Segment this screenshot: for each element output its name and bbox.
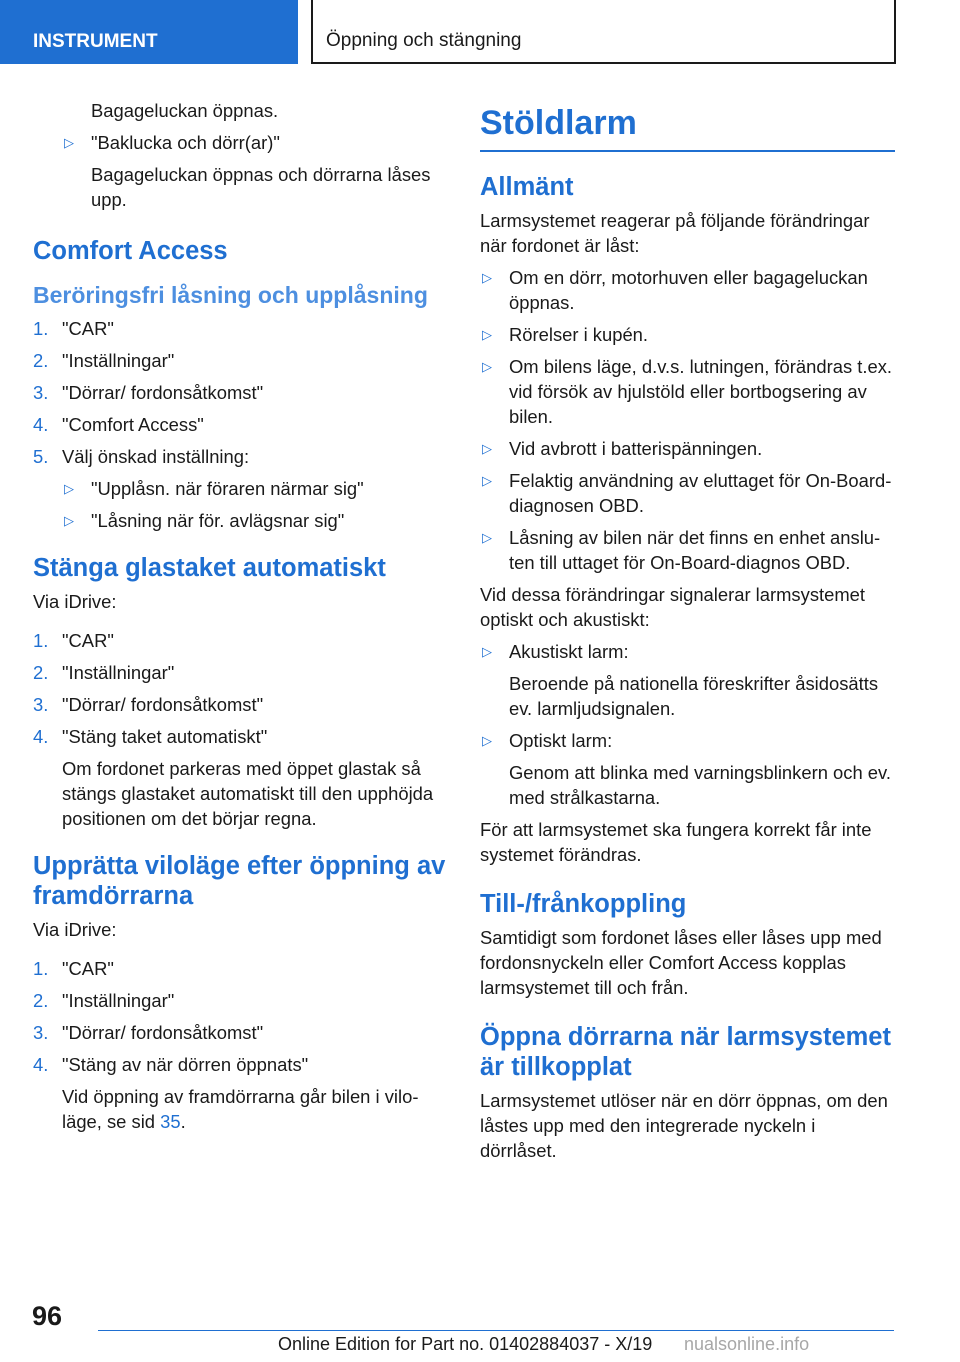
signal-outro: För att larmsystemet ska fungera korrekt får inte systemet förändras. [480, 819, 872, 865]
step-text: "Inställningar" [62, 350, 175, 371]
option-text: "Låsning när för. avlägsnar sig" [91, 510, 345, 531]
trigger-text: Vid avbrott i batterispänningen. [509, 438, 763, 459]
step-desc: Om fordonet parkeras med öppet glastak så stängs glastaket automatiskt till den upphöjda positionen om det börjar regna. [62, 758, 434, 829]
option-item [62, 508, 448, 533]
step-number: 2. [33, 350, 49, 371]
step-item [33, 380, 448, 405]
signal-intro: Vid dessa förändringar signalerar larmsystemet optiskt och akustiskt: [480, 584, 866, 630]
footer-divider [98, 1330, 894, 1331]
step-desc [62, 1084, 448, 1134]
trigger-text: Låsning av bilen när det finns en enhet ansluten till uttaget för On-Board-diagnos OBD. [509, 527, 881, 573]
step-text: "Comfort Access" [62, 414, 204, 435]
heading-toggle: Till-/frånkoppling [480, 890, 687, 918]
footer-edition: Online Edition for Part no. 01402884037 - X/19 [278, 1334, 653, 1354]
step-text: "Inställningar" [62, 990, 175, 1011]
signal-desc: Genom att blinka med varningsblinkern och ev. med strålkastarna. [509, 762, 891, 808]
step-text: "CAR" [62, 958, 114, 979]
trigger-item [480, 265, 895, 315]
trigger-item [480, 322, 895, 347]
intro-continuation: Bagageluckan öppnas. [91, 100, 279, 121]
trigger-item [480, 436, 895, 461]
step-item [33, 444, 448, 469]
step-item [33, 988, 448, 1013]
step-item [33, 1020, 448, 1045]
triangle-bullet-icon: ▷ [64, 513, 74, 528]
right-column [480, 100, 895, 1170]
step-text: "CAR" [62, 318, 114, 339]
triangle-bullet-icon: ▷ [482, 441, 492, 456]
list-item-desc: Bagageluckan öppnas och dörrarna låses upp. [91, 164, 431, 210]
step-text: "Dörrar/ fordonsåtkomst" [62, 694, 264, 715]
step-number: 2. [33, 990, 49, 1011]
step-text: Välj önskad inställning: [62, 446, 250, 467]
step-number: 1. [33, 958, 49, 979]
signal-item [480, 639, 895, 721]
triangle-bullet-icon: ▷ [482, 270, 492, 285]
step-item [33, 956, 448, 981]
heading-touchless: Beröringsfri låsning och upplåsning [33, 282, 428, 308]
signal-label: Akustiskt larm: [509, 641, 629, 662]
step-text: "CAR" [62, 630, 114, 651]
roof-via: Via iDrive: [33, 591, 117, 612]
idle-via: Via iDrive: [33, 919, 117, 940]
step-item [33, 412, 448, 437]
step-number: 3. [33, 694, 49, 715]
toggle-desc: Samtidigt som fordonet låses eller låses upp med fordonsnyckeln eller Comfort Access kopplas larmsystemet till och från. [480, 927, 882, 998]
step-text: "Stäng av när dörren öppnats" [62, 1054, 309, 1075]
step-number: 1. [33, 318, 49, 339]
step-item [33, 316, 448, 341]
trigger-item [480, 354, 895, 429]
triangle-bullet-icon: ▷ [64, 135, 74, 150]
step-number: 3. [33, 382, 49, 403]
triangle-bullet-icon: ▷ [482, 473, 492, 488]
heading-general: Allmänt [480, 173, 574, 201]
step-text: "Inställningar" [62, 662, 175, 683]
step-item [33, 724, 448, 831]
step-item [33, 348, 448, 373]
footer-watermark: nualsonline.info [684, 1334, 810, 1354]
left-column [33, 98, 448, 1141]
step-desc-end: . [180, 1111, 186, 1132]
step-item [33, 692, 448, 717]
trigger-text: Rörelser i kupén. [509, 324, 649, 345]
open-desc: Larmsystemet utlöser när en dörr öppnas, om den låstes upp med den integrerade nyckeln i dörrlåset. [480, 1090, 888, 1161]
step-item [33, 660, 448, 685]
signal-item [480, 728, 895, 810]
page-number: 96 [32, 1301, 63, 1331]
step-text: "Dörrar/ fordonsåtkomst" [62, 382, 264, 403]
list-item [62, 130, 448, 212]
step-number: 4. [33, 414, 49, 435]
heading-roof-auto-close: Stänga glastaket automatiskt [33, 554, 386, 582]
triangle-bullet-icon: ▷ [482, 644, 492, 659]
trigger-text: Om en dörr, motorhuven eller bagageluckan öppnas. [509, 267, 868, 313]
trigger-item [480, 525, 895, 575]
step-item [33, 1052, 448, 1134]
signal-label: Optiskt larm: [509, 730, 613, 751]
step-number: 4. [33, 1054, 49, 1075]
section-title: Öppning och stängning [311, 0, 896, 64]
heading-idle-mode: Upprätta viloläge efter öppning av framdörrarna [33, 852, 446, 910]
heading-theft-alarm: Stöldlarm [480, 100, 895, 152]
step-number: 4. [33, 726, 49, 747]
triangle-bullet-icon: ▷ [482, 327, 492, 342]
triangle-bullet-icon: ▷ [482, 359, 492, 374]
step-text: "Dörrar/ fordonsåtkomst" [62, 1022, 264, 1043]
step-number: 1. [33, 630, 49, 651]
heading-comfort-access: Comfort Access [33, 237, 228, 265]
step-text: "Stäng taket automatiskt" [62, 726, 268, 747]
triangle-bullet-icon: ▷ [482, 530, 492, 545]
triangle-bullet-icon: ▷ [482, 733, 492, 748]
step-number: 3. [33, 1022, 49, 1043]
step-desc-text: Vid öppning av framdörrarna går bilen i viloläge, se sid [62, 1086, 419, 1132]
signal-desc: Beroende på nationella föreskrifter åsidosätts ev. larmljudsignalen. [509, 673, 879, 719]
general-intro: Larmsystemet reagerar på följande förändringar när fordonet är låst: [480, 210, 870, 256]
step-number: 5. [33, 446, 49, 467]
option-text: "Upplåsn. när föraren närmar sig" [91, 478, 364, 499]
list-item-label: "Baklucka och dörr(ar)" [91, 132, 280, 153]
triangle-bullet-icon: ▷ [64, 481, 74, 496]
step-number: 2. [33, 662, 49, 683]
trigger-item [480, 468, 895, 518]
trigger-text: Felaktig användning av eluttaget för On-Board-diagnosen OBD. [509, 470, 892, 516]
page-reference-link[interactable]: 35 [160, 1111, 181, 1132]
heading-open-doors: Öppna dörrarna när larmsystemet är tillkopplat [480, 1023, 891, 1081]
step-item [33, 628, 448, 653]
option-item [62, 476, 448, 501]
trigger-text: Om bilens läge, d.v.s. lutningen, förändras t.ex. vid försök av hjulstöld eller bortbogsering av bilen. [509, 356, 892, 427]
chapter-tab: INSTRUMENT [0, 0, 298, 64]
